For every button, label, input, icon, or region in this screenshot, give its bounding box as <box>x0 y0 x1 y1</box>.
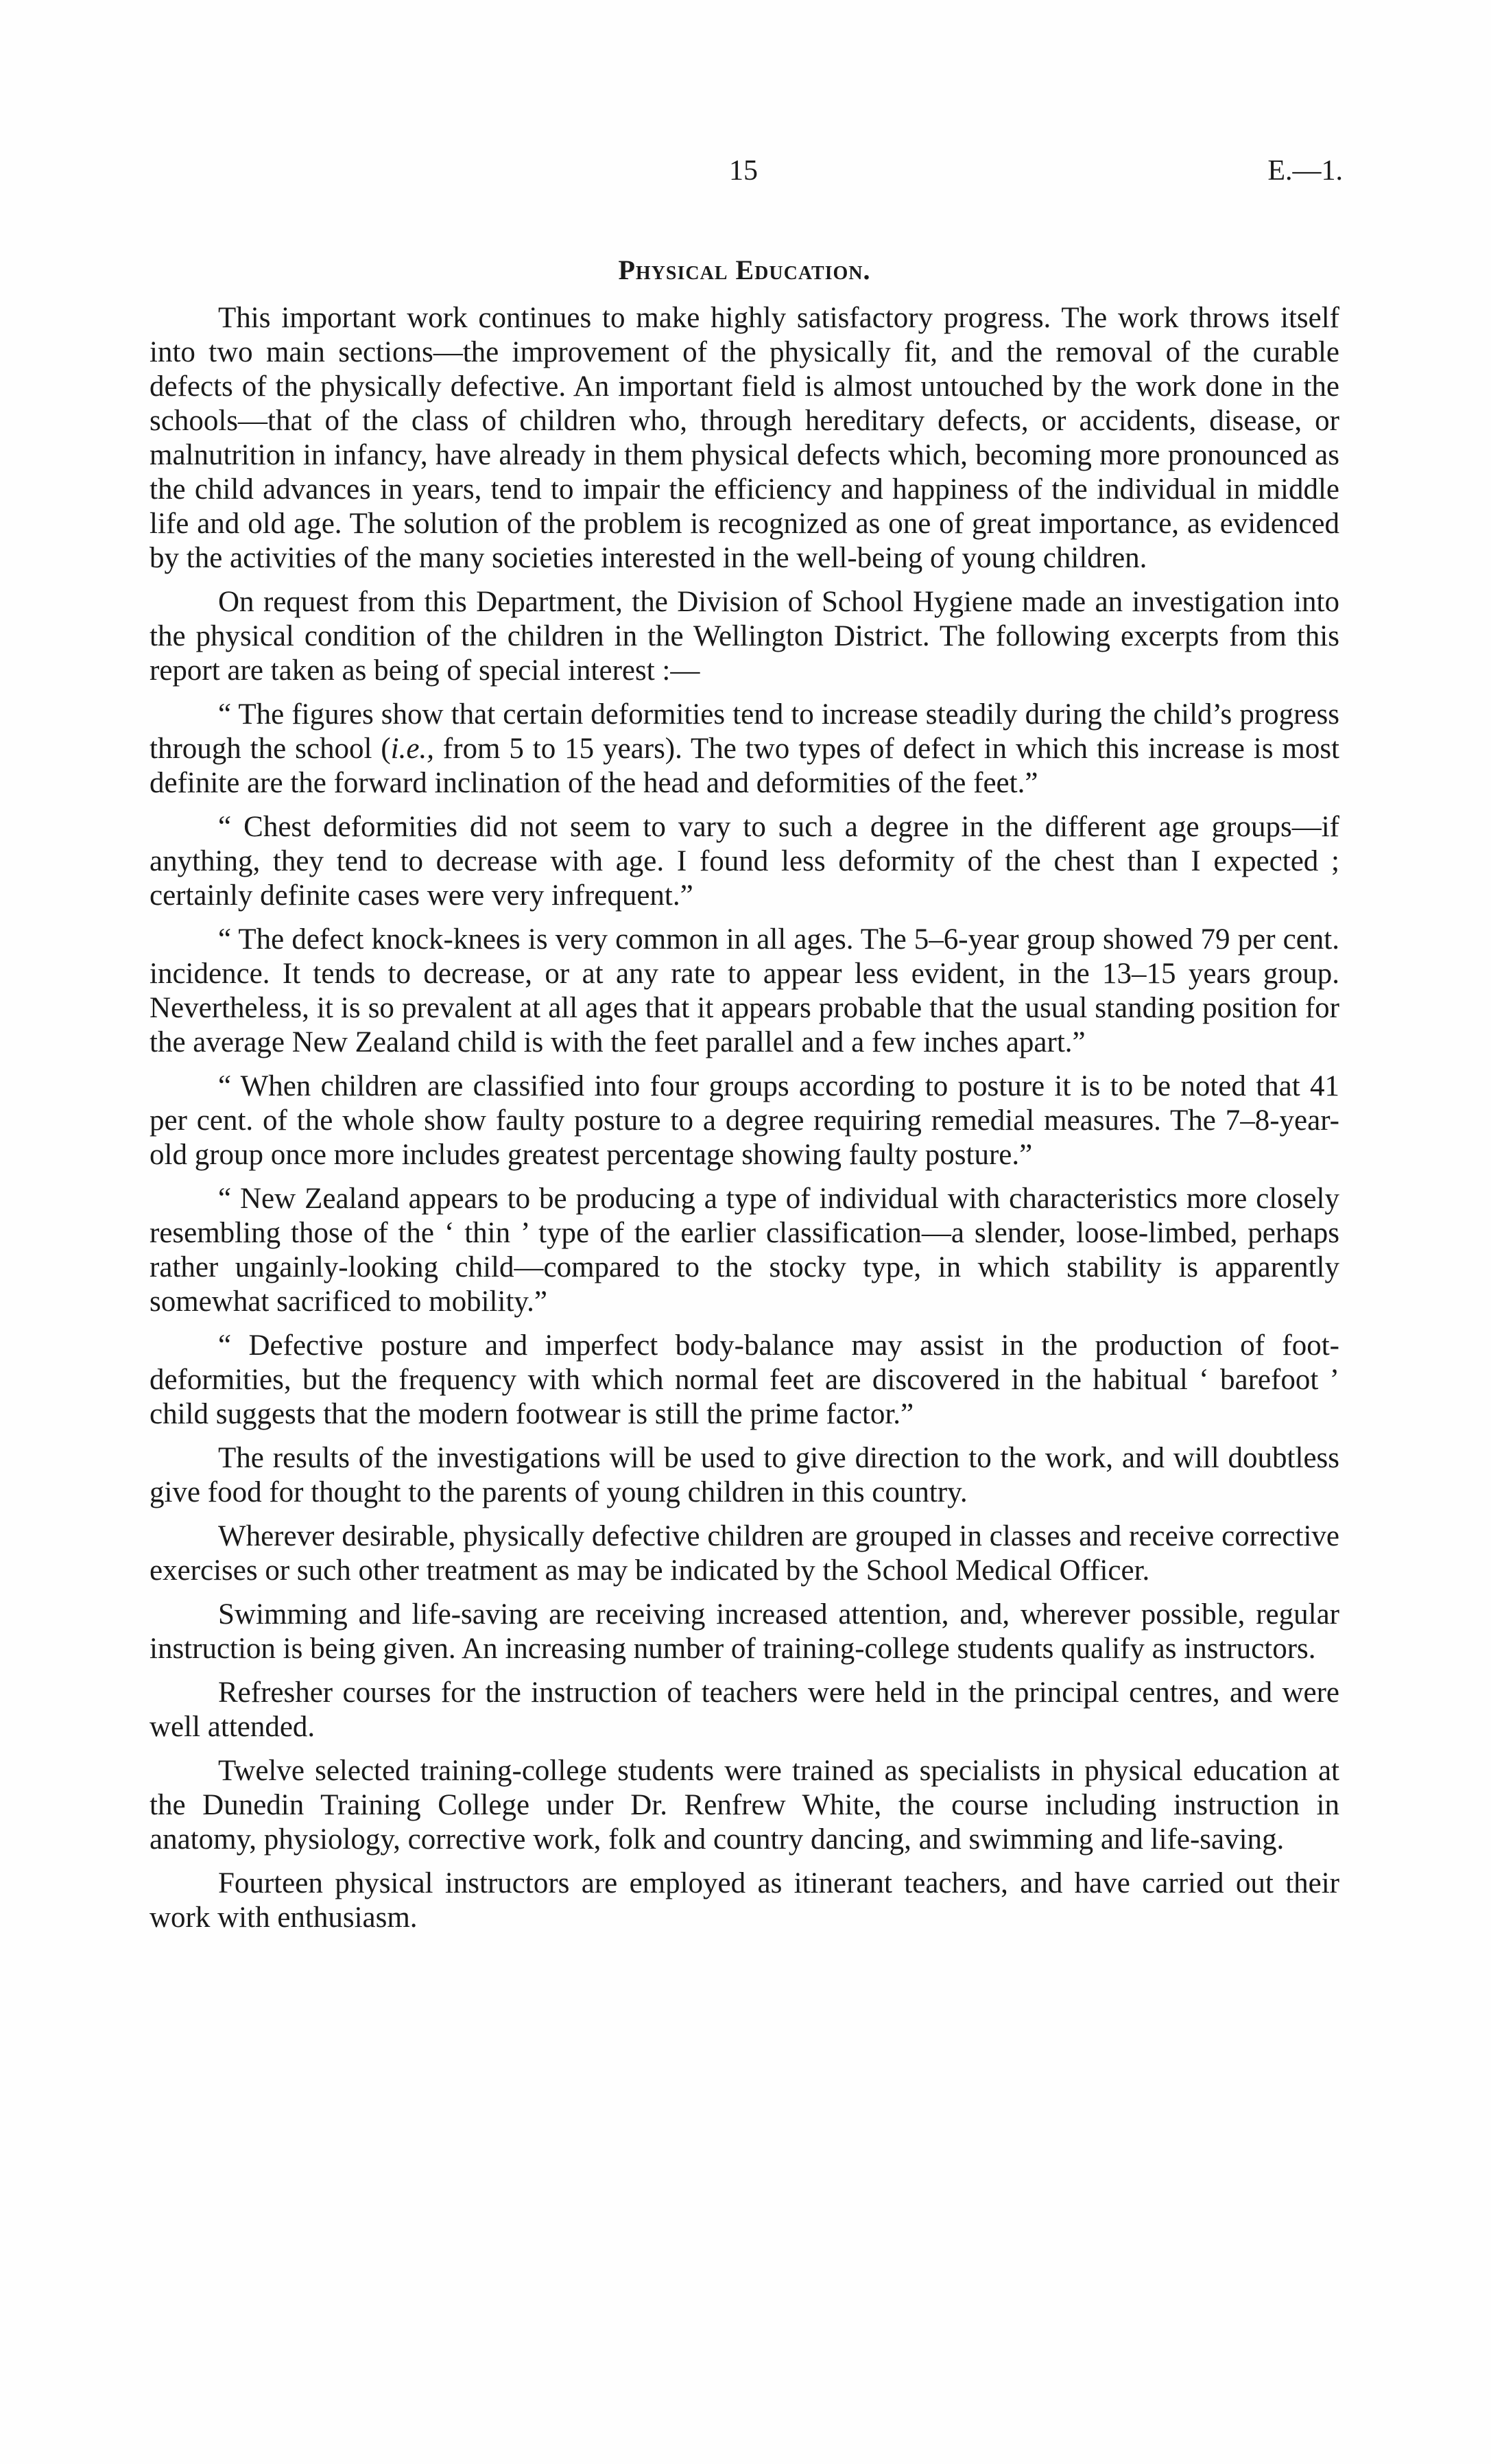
paragraph-quote-figures <box>150 698 1339 801</box>
paragraph-quote-posture: “ When children are classified into four groups according to posture it is to be noted that 41 per cent. of the whole show faulty posture to a degree requiring remedial measures. The 7–8-year-old group once more includes greatest percentage showing faulty posture.” <box>150 1070 1339 1171</box>
page-number: 15 <box>729 155 758 187</box>
quote-figures-after: from 5 to 15 years). The two types of defect in which this increase is most definite are the forward inclination of the head and deformities of the feet.” <box>150 733 1339 799</box>
quote-figures-italic: i.e., <box>390 733 434 765</box>
paragraph-instructors: Fourteen physical instructors are employed as itinerant teachers, and have carried out their work with enthusiasm. <box>150 1867 1339 1934</box>
quote-figures-before: “ The figures show that certain deformities tend to increase steadily during the child’s progress through the school ( <box>150 698 1339 765</box>
paragraph-quote-chest: “ Chest deformities did not seem to vary to such a degree in the different age groups—if anything, they tend to decrease with age. I found less deformity of the chest than I expected ; certainly definite cases were very infrequent.” <box>150 811 1339 912</box>
paragraph-swimming: Swimming and life-saving are receiving increased attention, and, wherever possible, regular instruction is being given. An increasing number of training-college students qualify as instructors. <box>150 1598 1339 1665</box>
document-code: E.—1. <box>1267 155 1343 187</box>
paragraph-refresher: Refresher courses for the instruction of teachers were held in the principal centres, and were well attended. <box>150 1677 1339 1743</box>
paragraph-defective-children: Wherever desirable, physically defective children are grouped in classes and receive corrective exercises or such other treatment as may be indicated by the School Medical Officer. <box>150 1520 1339 1587</box>
section-title: Physical Education. <box>618 254 871 285</box>
paragraph-results: The results of the investigations will be used to give direction to the work, and will doubtless give food for thought to the parents of young children in this country. <box>150 1442 1339 1508</box>
page-body <box>150 254 1339 1945</box>
paragraph-intro: This important work continues to make highly satisfactory progress. The work throws itself into two main sections—the improvement of the physically fit, and the removal of the curable defects of the physically defective. An important field is almost untouched by the work done in the schools—that of the class of children who, through hereditary defects, or accidents, disease, or malnutrition in infancy, have already in them physical defects which, becoming more pronounced as the child advances in years, tend to impair the efficiency and happiness of the individual in middle life and old age. The solution of the problem is recognized as one of great importance, as evidenced by the activities of the many societies interested in the well-being of young children. <box>150 302 1339 574</box>
paragraph-quote-footwear: “ Defective posture and imperfect body-balance may assist in the production of foot-deformities, but the frequency with which normal feet are discovered in the habitual ‘ barefoot ’ child suggests that the modern footwear is still the prime factor.” <box>150 1329 1339 1430</box>
paragraph-quote-type: “ New Zealand appears to be producing a type of individual with characteristics more closely resembling those of the ‘ thin ’ type of the earlier classification—a slender, loose-limbed, perhaps rather ungainly-looking child—compared to the stocky type, in which stability is apparently somewhat sacrificed to mobility.” <box>150 1183 1339 1318</box>
paragraph-investigation: On request from this Department, the Division of School Hygiene made an investigation into the physical condition of the children in the Wellington District. The following excerpts from this report are taken as being of special interest :— <box>150 586 1339 687</box>
paragraph-quote-knock-knees: “ The defect knock-knees is very common in all ages. The 5–6-year group showed 79 per cent. incidence. It tends to decrease, or at any rate to appear less evident, in the 13–15 years group. Nevertheless, it is so prevalent at all ages that it appears probable that the usual standing position for the average New Zealand child is with the feet parallel and a few inches apart.” <box>150 923 1339 1058</box>
page-header <box>0 154 1491 202</box>
paragraph-specialists: Twelve selected training-college students were trained as specialists in physical education at the Dunedin Training College under Dr. Renfrew White, the course including instruction in anatomy, physiology, corrective work, folk and country dancing, and swimming and life-saving. <box>150 1755 1339 1856</box>
